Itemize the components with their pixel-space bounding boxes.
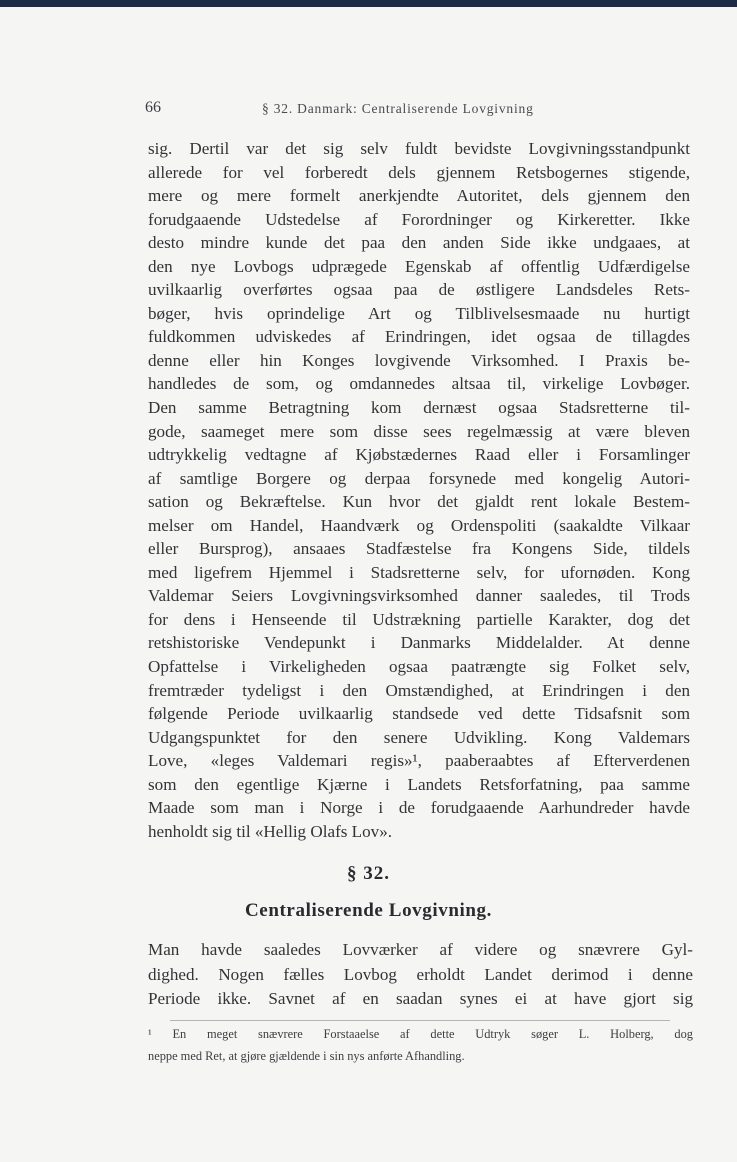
text-line: uvilkaarlig overførtes ogsaa paa de østligere Landsdeles Rets- [148,280,690,300]
footnote-divider [170,1020,670,1021]
text-line: fuldkommen udviskedes af Erindringen, idet ogsaa de tillagdes [148,327,690,347]
text-line: af samtlige Borgere og derpaa forsynede med kongelig Autori- [148,468,690,488]
text-line: udtrykkelig vedtagne af Kjøbstædernes Raad eller i Forsamlinger [148,445,690,465]
section-title: Centraliserende Lovgivning. [244,900,493,921]
text-line: Valdemar Seiers Lovgivningsvirksomhed danner saaledes, til Trods [148,586,690,606]
text-line: Periode ikke. Savnet af en saadan synes ei at have gjort sig [148,989,693,1008]
text-line: mere og mere formelt anerkjendte Autoritet, dels gjennem den [148,186,690,206]
text-line: bøger, hvis oprindelige Art og Tilblivelsesmaade nu hurtigt [148,303,690,323]
text-line: desto mindre kunde det paa den anden Side ikke undgaaes, at [148,233,690,253]
text-line: sation og Bekræftelse. Kun hvor det gjaldt rent lokale Bestem- [148,492,690,512]
text-line: sig. Dertil var det sig selv fuldt bevidste Lovgivningsstandpunkt [148,139,690,158]
footnote-line: ¹ En meget snævrere Forstaaelse af dette Udtryk søger L. Holberg, dog [148,1027,693,1041]
text-line: som den egentlige Kjærne i Landets Retsforfatning, paa samme [148,774,690,794]
text-line: Love, «leges Valdemari regis»¹, paaberaabtes af Efterverdenen [148,751,690,771]
text-line: den nye Lovbogs udprægede Egenskab af offentlig Udfærdigelse [148,256,690,276]
text-line: handledes de som, og omdannedes altsaa til, virkelige Lovbøger. [148,374,690,394]
footnote [148,1024,693,1067]
page-number: 66 [145,99,161,116]
text-line: forudgaaende Udstedelse af Forordninger og Kirkeretter. Ikke [148,209,690,229]
section-number: § 32. [347,863,390,884]
text-line: melser om Handel, Haandværk og Ordenspoliti (saakaldte Vilkaar [148,515,690,535]
text-line: Udgangspunktet for den senere Udvikling. Kong Valdemars [148,727,690,747]
text-line: for dens i Henseende til Udstrækning partielle Karakter, dog det [148,609,690,629]
text-line: retshistoriske Vendepunkt i Danmarks Middelalder. At denne [148,633,690,653]
text-line: denne eller hin Konges lovgivende Virksomhed. I Praxis be- [148,350,690,370]
text-line: eller Bursprog), ansaaes Stadfæstelse fra Kongens Side, tildels [148,539,690,559]
text-line: Man havde saaledes Lovværker af videre og snævrere Gyl- [148,940,693,959]
text-line: Opfattelse i Virkeligheden ogsaa paatrængte sig Folket selv, [148,657,690,677]
running-head: § 32. Danmark: Centraliserende Lovgivning [262,101,534,116]
page-header [0,99,737,125]
text-line: følgende Periode uvilkaarlig standsede ved dette Tidsafsnit som [148,704,690,724]
text-line: dighed. Nogen fælles Lovbog erholdt Landet derimod i denne [148,964,693,984]
text-line: fremtræder tydeligst i den Omstændighed, at Erindringen i den [148,680,690,700]
text-line: gode, saameget mere som disse sees regelmæssig at være bleven [148,421,690,441]
text-line: allerede for vel forberedt dels gjennem Retsbogernes stigende, [148,162,690,182]
book-page [0,7,737,1162]
text-line: med ligefrem Hjemmel i Stadsretterne selv, for ufornøden. Kong [148,562,690,582]
text-line: Maade som man i Norge i de forudgaaende Aarhundreder havde [148,798,690,818]
footnote-line: neppe med Ret, at gjøre gjældende i sin nys anførte Afhandling. [148,1048,465,1063]
text-line: henholdt sig til «Hellig Olafs Lov». [148,821,393,841]
text-line: Den samme Betragtning kom dernæst ogsaa Stadsretterne til- [148,398,690,418]
body-paragraph [148,137,690,843]
section-paragraph [148,938,693,1012]
